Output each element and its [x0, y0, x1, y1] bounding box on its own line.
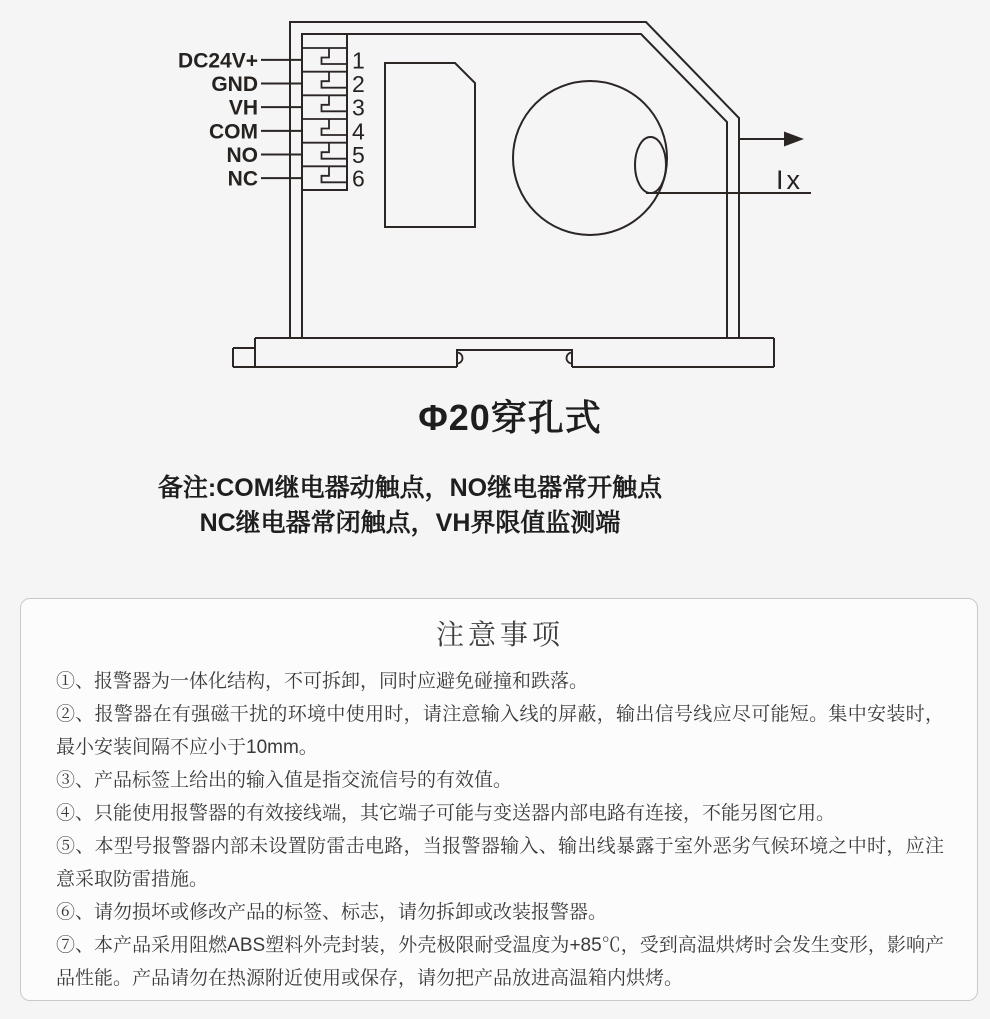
through-hole-circle — [513, 81, 667, 235]
terminal-clamp-icon — [322, 143, 348, 159]
notice-title: 注意事项 — [435, 619, 564, 650]
terminal-pin-number: 4 — [352, 118, 365, 145]
terminal-clamp-icon — [322, 72, 348, 88]
terminal-label: VH — [228, 96, 258, 120]
label-plate — [385, 63, 475, 227]
terminal-pin-number: 2 — [352, 70, 365, 97]
notice-item: ①、报警器为一体化结构，不可拆卸，同时应避免碰撞和跌落。 — [56, 671, 589, 692]
terminal-label: NO — [226, 143, 258, 167]
device-inner-outline — [302, 34, 727, 338]
din-rail-base — [233, 338, 774, 367]
terminal-clamp-icon — [322, 119, 348, 135]
terminal-clamp-icon — [322, 48, 348, 64]
base-left-tab — [233, 348, 255, 367]
remark-line-2: NC继电器常闭触点，VH界限值监测端 — [199, 509, 621, 537]
terminal-label: NC — [227, 167, 258, 191]
terminal-clamp-icon — [322, 166, 348, 182]
notice-item: ⑦、本产品采用阻燃ABS塑料外壳封装，外壳极限耐受温度为+85℃，受到高温烘烤时会发生变形，影响产品性能。产品请勿在热源附近使用或保存，请勿把产品放进高温箱内烘烤。 — [56, 935, 944, 989]
hole-side-ellipse — [635, 137, 666, 193]
notice-item: ⑥、请勿损坏或修改产品的标签、标志，请勿拆卸或改装报警器。 — [56, 902, 608, 923]
notice-item: ④、只能使用报警器的有效接线端，其它端子可能与变送器内部电路有连接，不能另图它用。 — [56, 803, 836, 824]
terminal-pin-number: 6 — [352, 165, 365, 192]
notice-item: ③、产品标签上给出的输入值是指交流信号的有效值。 — [56, 770, 513, 791]
wiring-diagram — [0, 0, 990, 385]
terminal-label: DC24V+ — [178, 49, 258, 73]
notice-item: ⑤、本型号报警器内部未设置防雷击电路，当报警器输入、输出线暴露于室外恶劣气候环境之中时，应注意采取防雷措施。 — [56, 836, 944, 890]
terminal-rows — [178, 47, 365, 191]
current-label: Ix — [776, 165, 804, 195]
terminal-label: COM — [209, 120, 258, 144]
remark-block — [0, 471, 820, 541]
base-clip-notch — [457, 350, 572, 367]
terminal-pin-number: 1 — [352, 47, 365, 74]
terminal-pin-number: 3 — [352, 94, 365, 121]
notice-box — [20, 598, 978, 1001]
current-arrowhead-icon — [784, 132, 804, 147]
notice-list — [56, 665, 944, 995]
diagram-caption: Φ20穿孔式 — [418, 397, 602, 438]
terminal-clamp-icon — [322, 95, 348, 111]
remark-line-1: 备注:COM继电器动触点，NO继电器常开触点 — [157, 474, 663, 502]
terminal-label: GND — [211, 72, 258, 96]
terminal-pin-number: 5 — [352, 141, 365, 168]
notice-item: ②、报警器在有强磁干扰的环境中使用时，请注意输入线的屏蔽，输出信号线应尽可能短。集中安装时，最小安装间隔不应小于10mm。 — [56, 704, 944, 758]
